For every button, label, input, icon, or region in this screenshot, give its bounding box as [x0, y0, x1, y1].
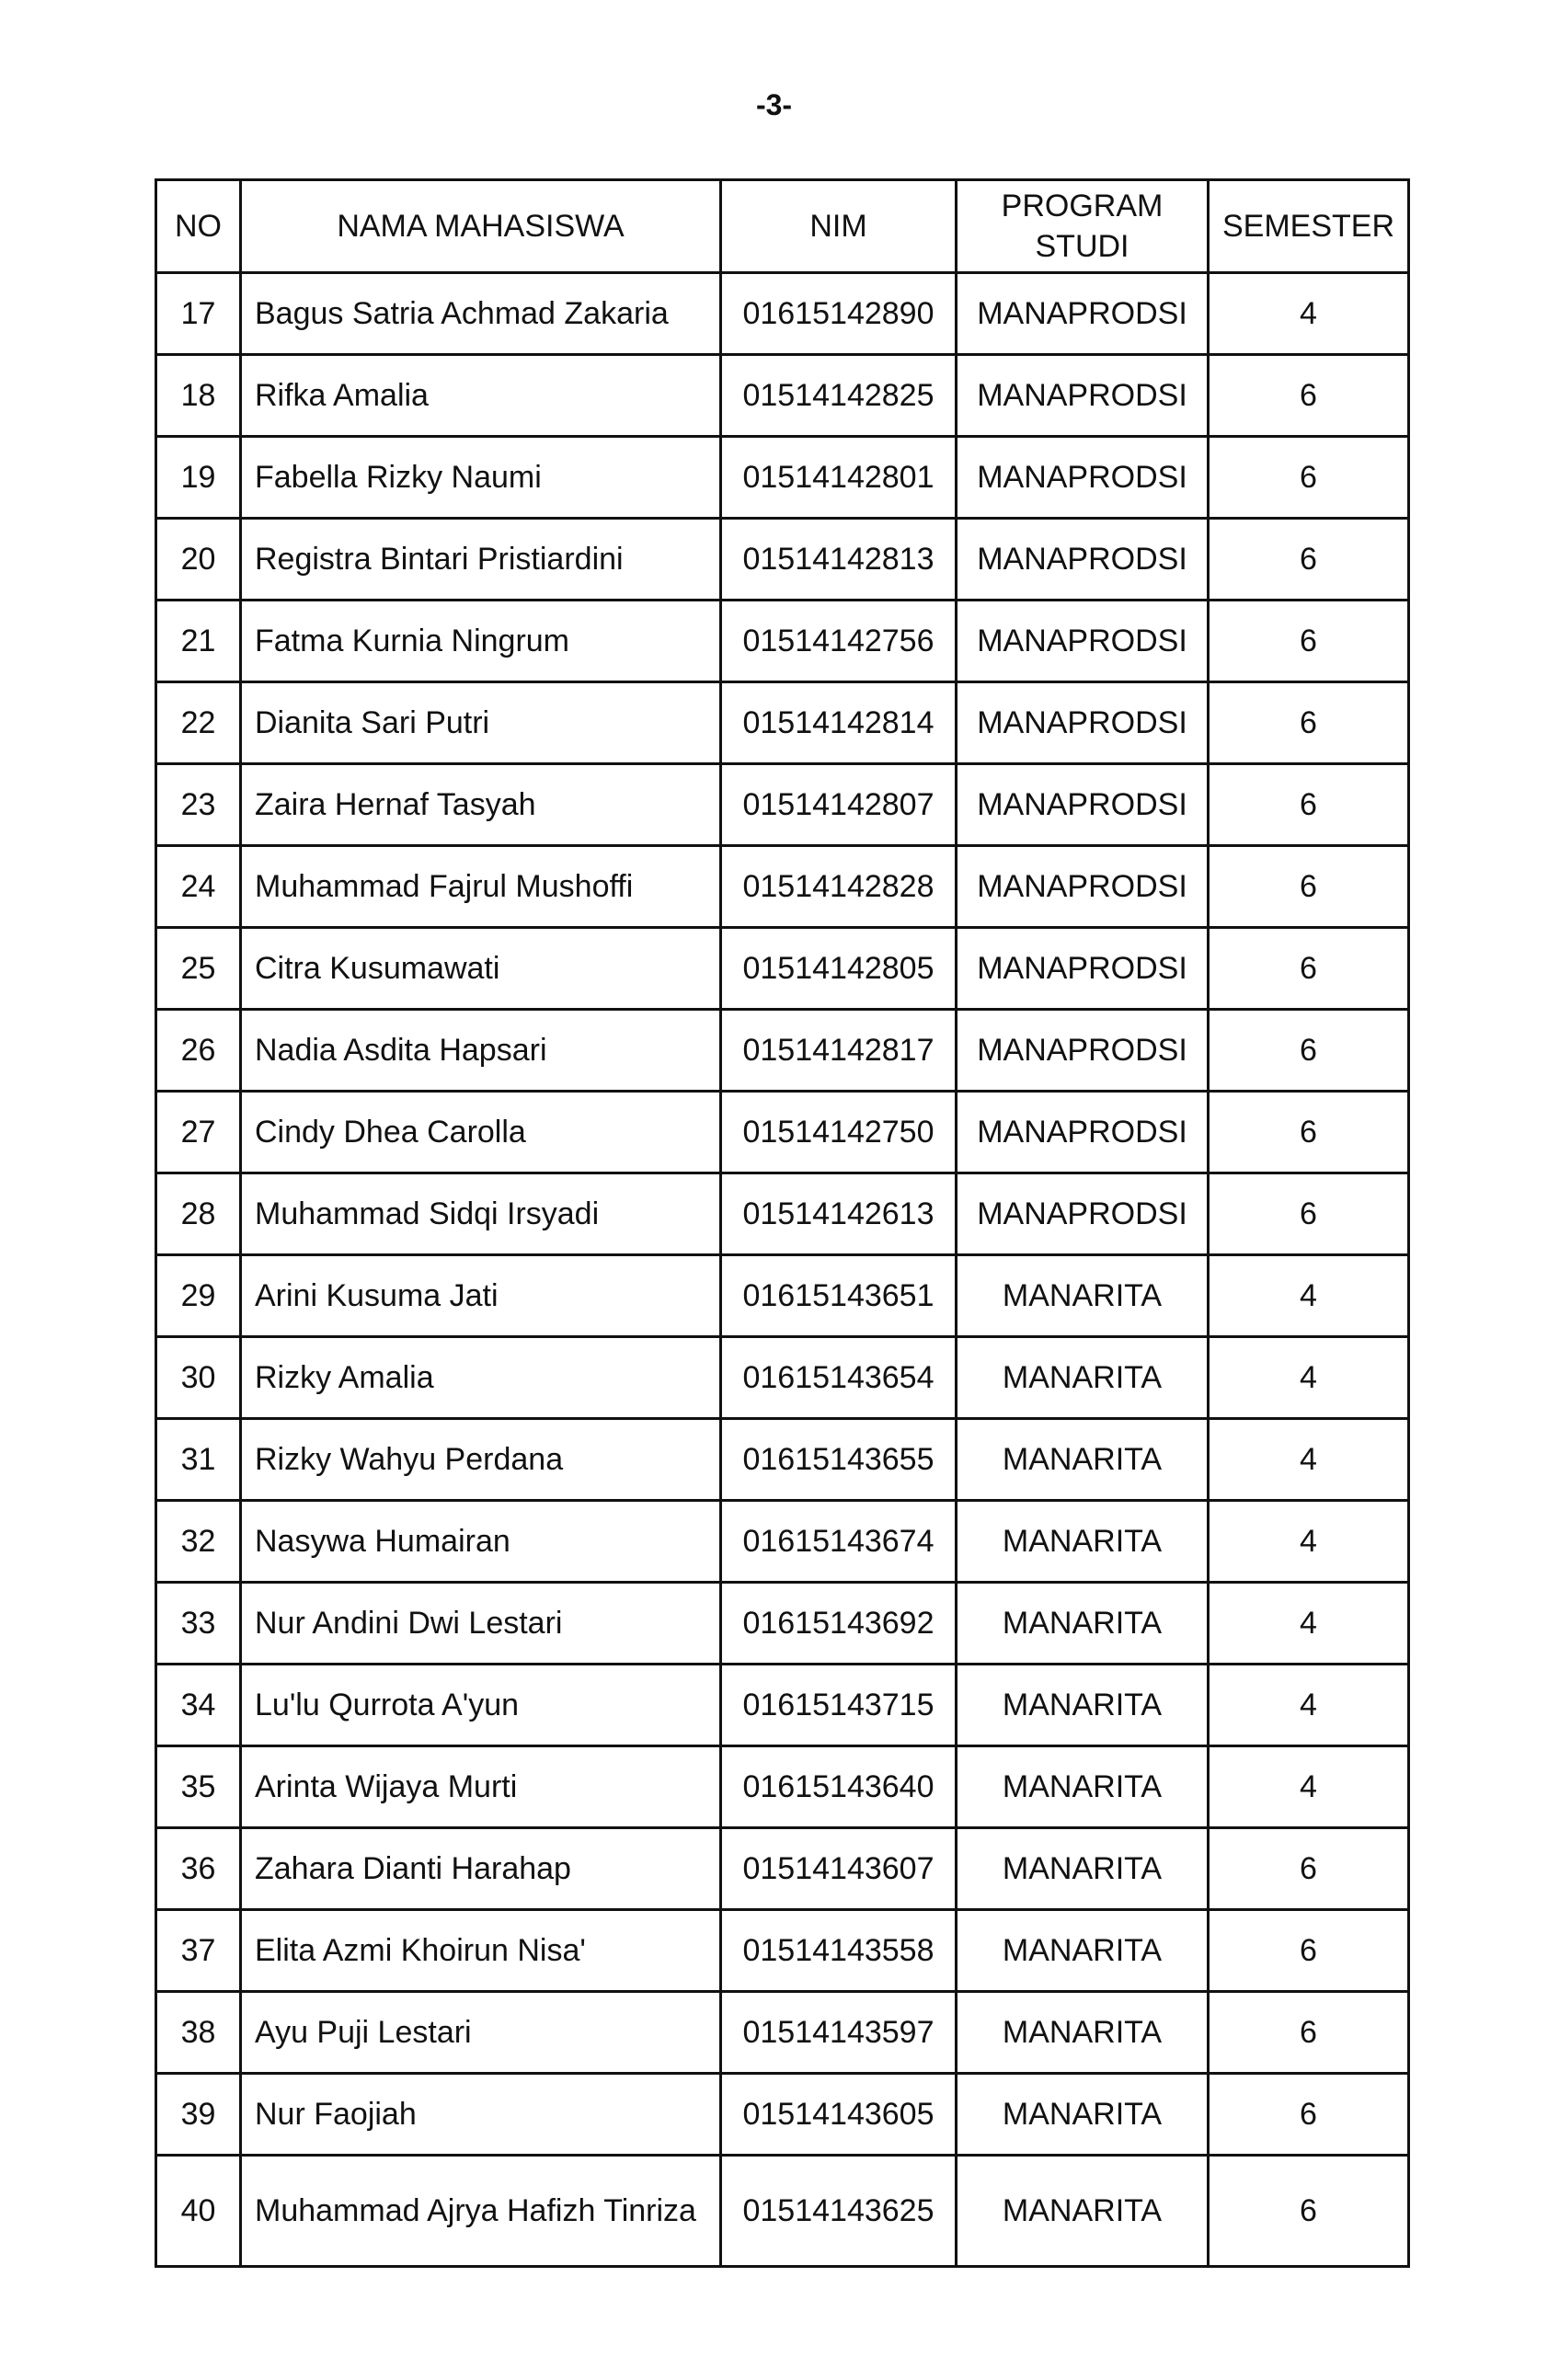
cell-no: 28 — [156, 1173, 241, 1255]
cell-nim: 01514142750 — [721, 1092, 957, 1173]
cell-no: 17 — [156, 273, 241, 355]
cell-no: 32 — [156, 1501, 241, 1583]
header-no: NO — [156, 180, 241, 273]
cell-semester: 6 — [1209, 2074, 1409, 2156]
table-row — [156, 1010, 1409, 1092]
cell-nim: 01615143655 — [721, 1419, 957, 1501]
cell-no: 26 — [156, 1010, 241, 1092]
cell-name: Muhammad Fajrul Mushoffi — [241, 846, 721, 928]
cell-nim: 01615143674 — [721, 1501, 957, 1583]
table-header-row — [156, 180, 1409, 273]
cell-program: MANARITA — [957, 1501, 1209, 1583]
cell-semester: 6 — [1209, 1092, 1409, 1173]
cell-semester: 6 — [1209, 1828, 1409, 1910]
cell-nim: 01514142756 — [721, 601, 957, 682]
cell-no: 23 — [156, 764, 241, 846]
cell-name: Citra Kusumawati — [241, 928, 721, 1010]
cell-program: MANAPRODSI — [957, 846, 1209, 928]
cell-program: MANARITA — [957, 2156, 1209, 2267]
cell-program: MANAPRODSI — [957, 1092, 1209, 1173]
table-row — [156, 1910, 1409, 1992]
cell-semester: 6 — [1209, 1910, 1409, 1992]
cell-name: Arini Kusuma Jati — [241, 1255, 721, 1337]
table-row — [156, 437, 1409, 519]
cell-name: Nur Faojiah — [241, 2074, 721, 2156]
cell-semester: 6 — [1209, 928, 1409, 1010]
cell-semester: 6 — [1209, 846, 1409, 928]
cell-nim: 01514143625 — [721, 2156, 957, 2267]
table-row — [156, 1255, 1409, 1337]
cell-name: Bagus Satria Achmad Zakaria — [241, 273, 721, 355]
cell-nim: 01514143597 — [721, 1992, 957, 2074]
cell-no: 31 — [156, 1419, 241, 1501]
cell-semester: 4 — [1209, 1501, 1409, 1583]
cell-no: 36 — [156, 1828, 241, 1910]
cell-program: MANAPRODSI — [957, 355, 1209, 437]
cell-program: MANARITA — [957, 1583, 1209, 1665]
cell-name: Lu'lu Qurrota A'yun — [241, 1665, 721, 1746]
cell-nim: 01514143607 — [721, 1828, 957, 1910]
cell-name: Muhammad Sidqi Irsyadi — [241, 1173, 721, 1255]
cell-no: 21 — [156, 601, 241, 682]
cell-program: MANAPRODSI — [957, 273, 1209, 355]
cell-nim: 01615143692 — [721, 1583, 957, 1665]
cell-semester: 6 — [1209, 1173, 1409, 1255]
cell-program: MANARITA — [957, 2074, 1209, 2156]
cell-name: Ayu Puji Lestari — [241, 1992, 721, 2074]
cell-semester: 6 — [1209, 682, 1409, 764]
cell-no: 29 — [156, 1255, 241, 1337]
cell-nim: 01514142613 — [721, 1173, 957, 1255]
cell-semester: 4 — [1209, 1419, 1409, 1501]
cell-program: MANARITA — [957, 1992, 1209, 2074]
cell-program: MANARITA — [957, 1419, 1209, 1501]
cell-nim: 01514142813 — [721, 519, 957, 601]
cell-nim: 01514142814 — [721, 682, 957, 764]
cell-semester: 6 — [1209, 1992, 1409, 2074]
table-row — [156, 1337, 1409, 1419]
cell-program: MANAPRODSI — [957, 437, 1209, 519]
table-row — [156, 1092, 1409, 1173]
cell-no: 20 — [156, 519, 241, 601]
cell-no: 37 — [156, 1910, 241, 1992]
cell-name: Nadia Asdita Hapsari — [241, 1010, 721, 1092]
cell-nim: 01514143558 — [721, 1910, 957, 1992]
cell-name: Nasywa Humairan — [241, 1501, 721, 1583]
cell-name: Fatma Kurnia Ningrum — [241, 601, 721, 682]
cell-semester: 6 — [1209, 1010, 1409, 1092]
cell-no: 18 — [156, 355, 241, 437]
table-row — [156, 601, 1409, 682]
header-program: PROGRAM STUDI — [957, 180, 1209, 273]
cell-no: 39 — [156, 2074, 241, 2156]
cell-program: MANARITA — [957, 1337, 1209, 1419]
cell-program: MANAPRODSI — [957, 1010, 1209, 1092]
cell-program: MANARITA — [957, 1910, 1209, 1992]
table-row — [156, 1665, 1409, 1746]
table-row — [156, 1583, 1409, 1665]
table-row — [156, 2156, 1409, 2267]
table-row — [156, 764, 1409, 846]
cell-program: MANARITA — [957, 1746, 1209, 1828]
cell-semester: 4 — [1209, 1665, 1409, 1746]
cell-no: 35 — [156, 1746, 241, 1828]
cell-name: Dianita Sari Putri — [241, 682, 721, 764]
cell-no: 25 — [156, 928, 241, 1010]
cell-semester: 6 — [1209, 519, 1409, 601]
cell-semester: 6 — [1209, 601, 1409, 682]
student-table — [155, 178, 1410, 2268]
cell-nim: 01615143640 — [721, 1746, 957, 1828]
cell-no: 27 — [156, 1092, 241, 1173]
cell-no: 22 — [156, 682, 241, 764]
cell-semester: 6 — [1209, 764, 1409, 846]
cell-no: 24 — [156, 846, 241, 928]
cell-nim: 01615142890 — [721, 273, 957, 355]
cell-semester: 6 — [1209, 355, 1409, 437]
table-row — [156, 1992, 1409, 2074]
cell-name: Zahara Dianti Harahap — [241, 1828, 721, 1910]
table-row — [156, 928, 1409, 1010]
table-row — [156, 1828, 1409, 1910]
cell-program: MANAPRODSI — [957, 928, 1209, 1010]
cell-program: MANAPRODSI — [957, 601, 1209, 682]
cell-nim: 01514142825 — [721, 355, 957, 437]
cell-semester: 6 — [1209, 2156, 1409, 2267]
cell-no: 30 — [156, 1337, 241, 1419]
cell-nim: 01514142801 — [721, 437, 957, 519]
header-nim: NIM — [721, 180, 957, 273]
table-row — [156, 682, 1409, 764]
table-row — [156, 273, 1409, 355]
table-row — [156, 1419, 1409, 1501]
cell-program: MANAPRODSI — [957, 1173, 1209, 1255]
cell-program: MANARITA — [957, 1255, 1209, 1337]
cell-nim: 01514143605 — [721, 2074, 957, 2156]
cell-name: Nur Andini Dwi Lestari — [241, 1583, 721, 1665]
cell-nim: 01615143715 — [721, 1665, 957, 1746]
cell-nim: 01615143654 — [721, 1337, 957, 1419]
page-number: -3- — [755, 88, 793, 121]
header-semester: SEMESTER — [1209, 180, 1409, 273]
cell-semester: 4 — [1209, 273, 1409, 355]
cell-no: 33 — [156, 1583, 241, 1665]
cell-nim: 01514142817 — [721, 1010, 957, 1092]
cell-name: Rizky Amalia — [241, 1337, 721, 1419]
cell-no: 34 — [156, 1665, 241, 1746]
cell-nim: 01514142805 — [721, 928, 957, 1010]
table-row — [156, 519, 1409, 601]
table-row — [156, 1501, 1409, 1583]
cell-program: MANARITA — [957, 1665, 1209, 1746]
cell-no: 40 — [156, 2156, 241, 2267]
cell-name: Elita Azmi Khoirun Nisa' — [241, 1910, 721, 1992]
cell-no: 38 — [156, 1992, 241, 2074]
cell-semester: 4 — [1209, 1337, 1409, 1419]
table-row — [156, 355, 1409, 437]
cell-name: Zaira Hernaf Tasyah — [241, 764, 721, 846]
cell-semester: 6 — [1209, 437, 1409, 519]
table-body — [156, 273, 1409, 2267]
cell-name: Registra Bintari Pristiardini — [241, 519, 721, 601]
cell-no: 19 — [156, 437, 241, 519]
cell-name: Cindy Dhea Carolla — [241, 1092, 721, 1173]
cell-name: Rizky Wahyu Perdana — [241, 1419, 721, 1501]
cell-name: Rifka Amalia — [241, 355, 721, 437]
header-name: NAMA MAHASISWA — [241, 180, 721, 273]
cell-nim: 01514142807 — [721, 764, 957, 846]
cell-nim: 01615143651 — [721, 1255, 957, 1337]
table-row — [156, 1173, 1409, 1255]
cell-name: Muhammad Ajrya Hafizh Tinriza — [241, 2156, 721, 2267]
cell-semester: 4 — [1209, 1255, 1409, 1337]
cell-program: MANAPRODSI — [957, 764, 1209, 846]
cell-semester: 4 — [1209, 1746, 1409, 1828]
cell-name: Arinta Wijaya Murti — [241, 1746, 721, 1828]
cell-nim: 01514142828 — [721, 846, 957, 928]
table-row — [156, 846, 1409, 928]
cell-semester: 4 — [1209, 1583, 1409, 1665]
table-row — [156, 2074, 1409, 2156]
cell-program: MANAPRODSI — [957, 682, 1209, 764]
cell-program: MANAPRODSI — [957, 519, 1209, 601]
table-row — [156, 1746, 1409, 1828]
cell-name: Fabella Rizky Naumi — [241, 437, 721, 519]
cell-program: MANARITA — [957, 1828, 1209, 1910]
